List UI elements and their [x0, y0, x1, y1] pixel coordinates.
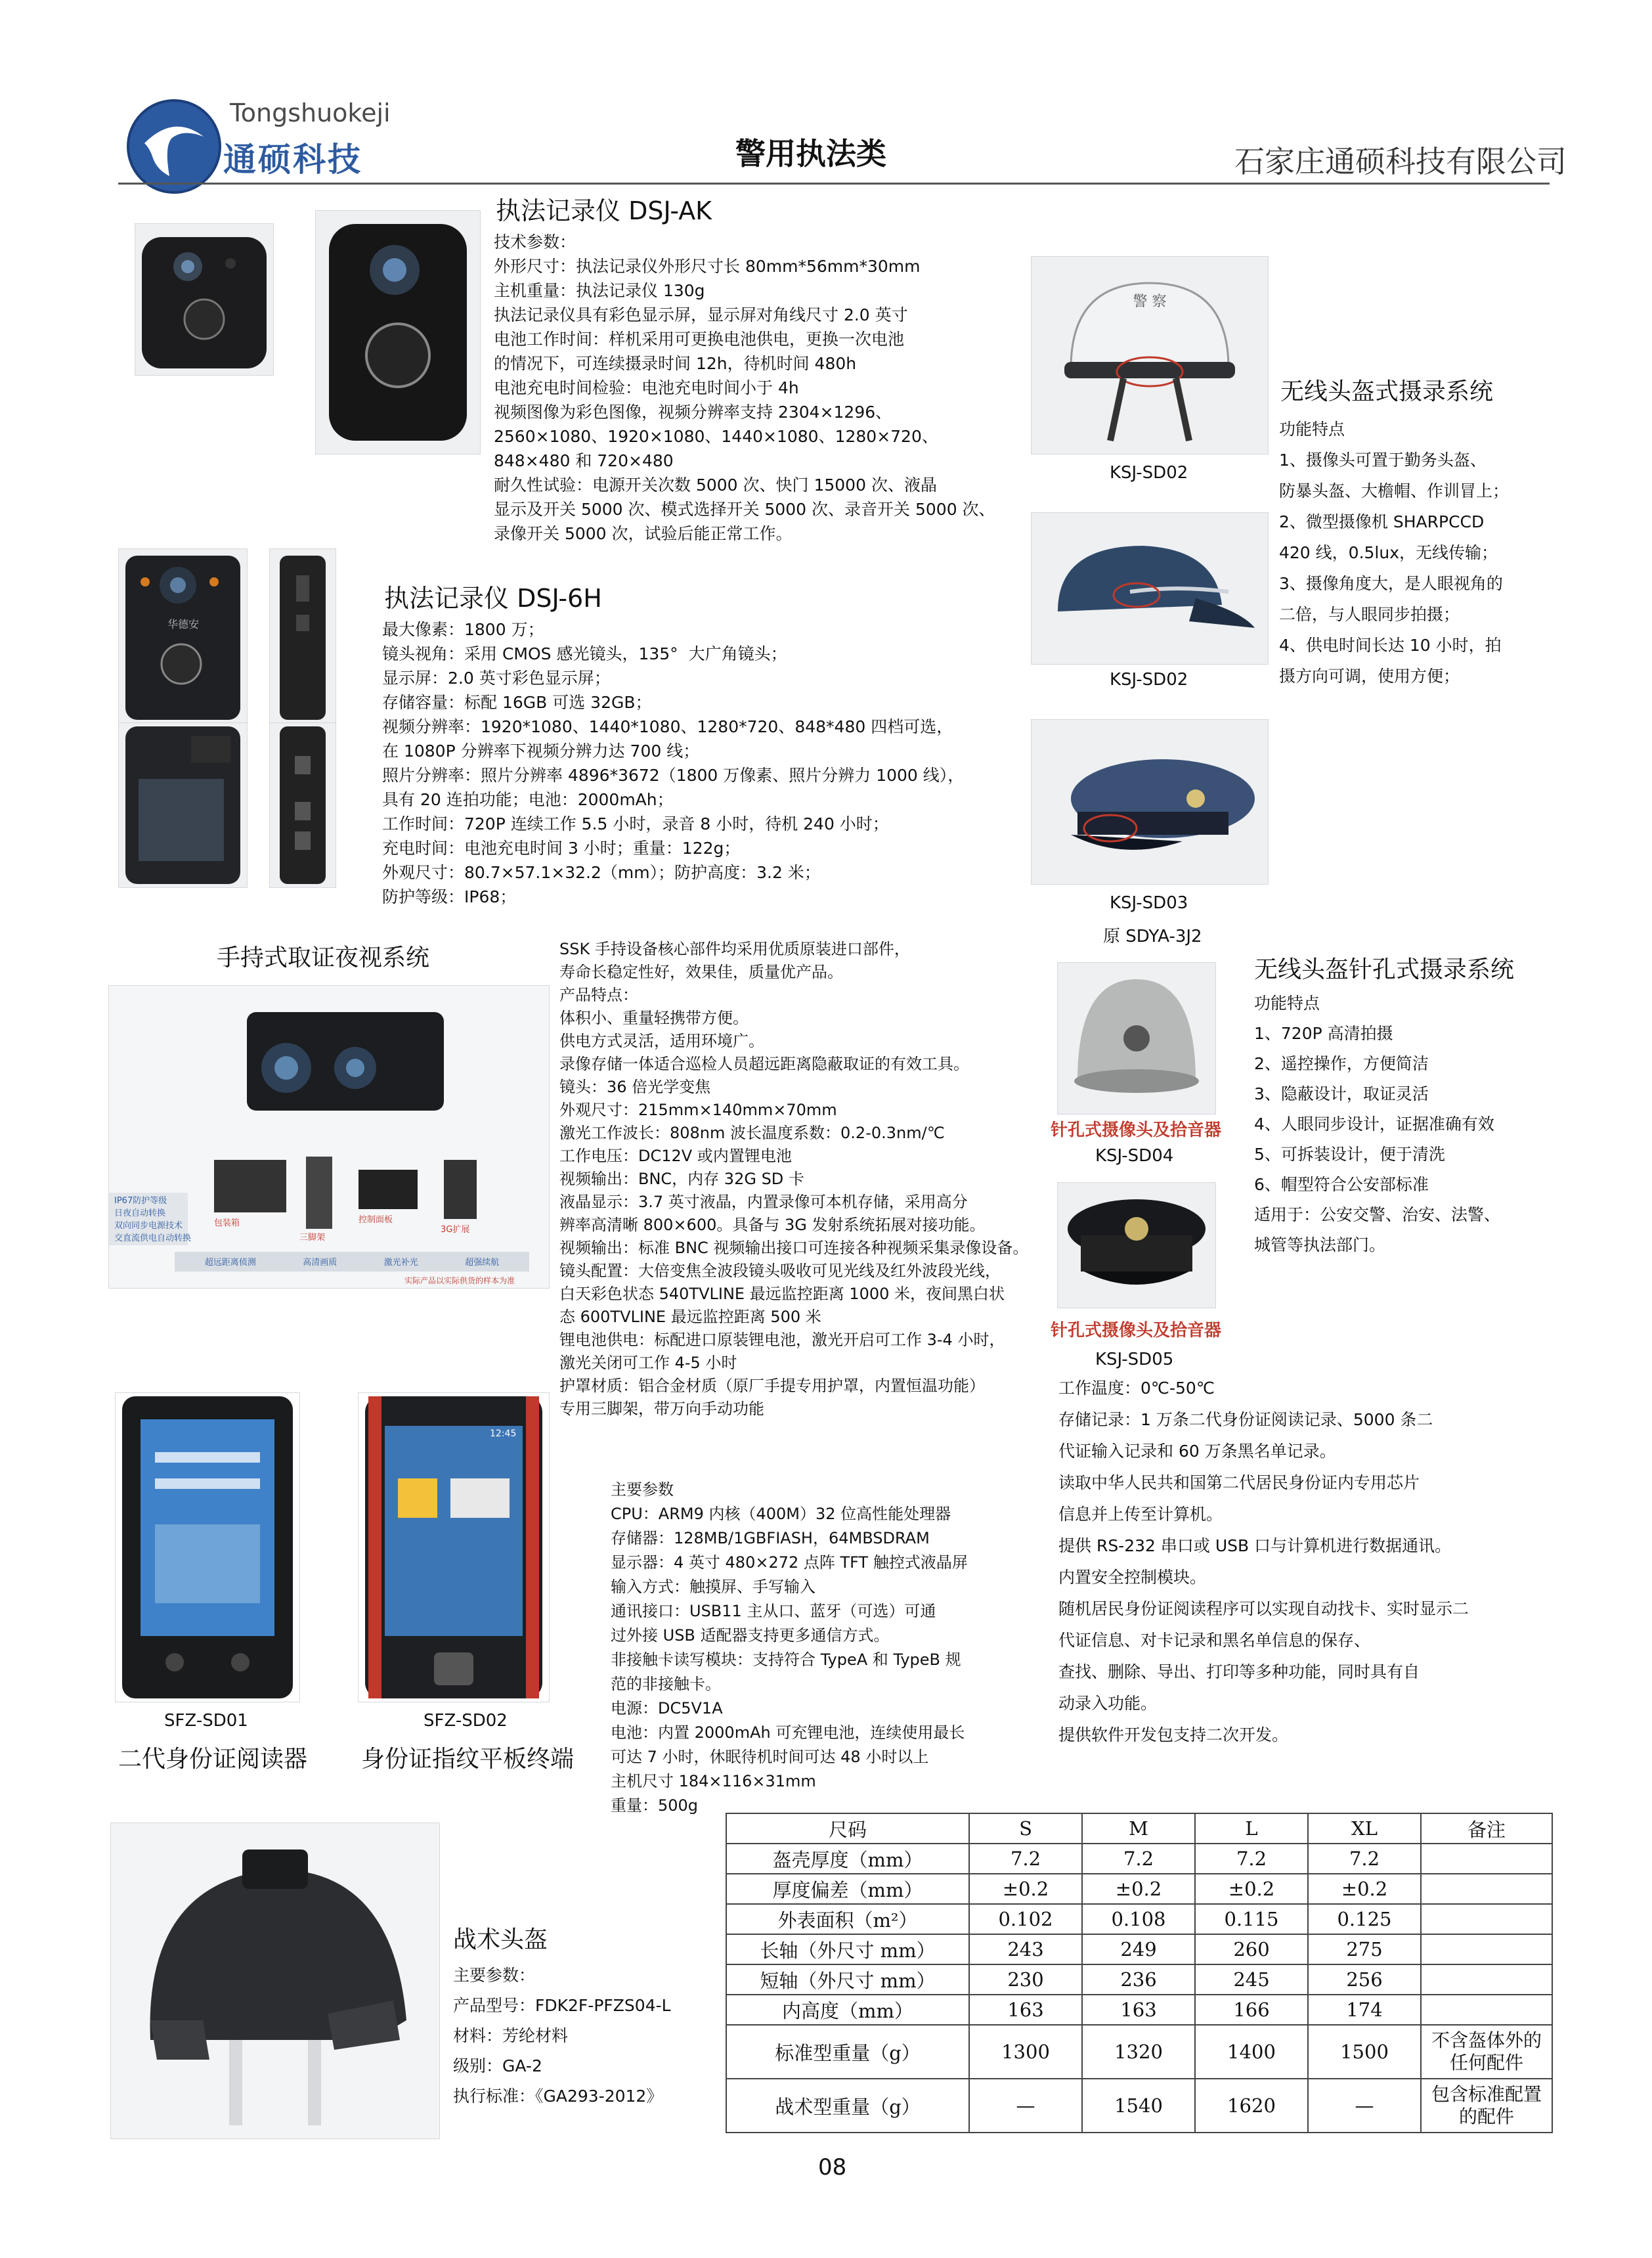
night-vision-product-image	[108, 985, 550, 1289]
table-cell: 7.2	[969, 1844, 1082, 1874]
logo-chinese-text: 通硕科技	[223, 141, 362, 179]
night-vision-label-panel: 控制面板	[359, 1215, 393, 1225]
table-cell	[1421, 1874, 1552, 1904]
table-cell: 1620	[1195, 2079, 1308, 2133]
tablet-clock: 12:45	[490, 1428, 517, 1439]
id-reader-name: 二代身份证阅读器	[118, 1746, 308, 1773]
table-cell: 7.2	[1082, 1844, 1195, 1874]
caption-ksj-sd02-b: KSJ-SD02	[1110, 670, 1188, 690]
table-cell: 243	[969, 1934, 1082, 1964]
table-cell: 长轴（外尺寸 mm）	[726, 1934, 969, 1964]
table-row	[726, 1874, 1552, 1904]
dsj-6h-back-image	[118, 722, 248, 888]
page-category-title: 警用执法类	[735, 136, 886, 171]
table-cell: 标准型重量（g）	[726, 2025, 969, 2079]
helmet-ksj-sd02-image	[1031, 256, 1269, 454]
caption-ksj-sd03: KSJ-SD03	[1110, 893, 1188, 913]
table-header-cell: M	[1082, 1813, 1195, 1844]
table-cell: 包含标准配置 的配件	[1421, 2079, 1552, 2133]
pinhole-red-caption-1: 针孔式摄像头及拾音器	[1051, 1120, 1222, 1140]
helmet-ksj-sd04-image	[1057, 962, 1216, 1115]
table-row	[726, 2025, 1552, 2079]
table-cell	[1421, 1995, 1552, 2025]
tactical-helmet-params: 主要参数： 产品型号：FDK2F-PFZS04-L 材料：芳纶材料 级别：GA-2 执行标准：《GA293-2012》	[453, 1966, 671, 2106]
table-cell	[1421, 1934, 1552, 1964]
pinhole-title: 无线头盔针孔式摄录系统	[1254, 956, 1515, 983]
table-cell: 外表面积（m²）	[726, 1904, 969, 1934]
wireless-helmet-title: 无线头盔式摄录系统	[1280, 378, 1494, 405]
dsj-6h-title: 执法记录仪 DSJ-6H	[384, 584, 602, 613]
table-cell: ±0.2	[1082, 1874, 1195, 1904]
table-cell: 战术型重量（g）	[726, 2079, 969, 2133]
table-cell	[1421, 1964, 1552, 1995]
tablet-name: 身份证指纹平板终端	[361, 1746, 575, 1773]
table-row	[726, 2079, 1552, 2133]
table-cell: 0.102	[969, 1904, 1082, 1934]
id-reader-features: 工作温度：0℃-50℃ 存储记录：1 万条二代身份证阅读记录、5000 条二 代证输入记录和 60 万条黑名单记录。 读取中华人民共和国第二代居民身份证内专用芯片 信息并上传至计算机。 提供 RS-232 串口或 USB 口与计算机进行数据通讯。 内置安全控制模块。 随机居民身份证阅读程序可以实现自动找卡、实时显示二 代证信息、对卡记录和黑名单信息的保存、 查找、删除、导出、打印等多种功能，同时具有自 动录入功能。 提供软件开发包支持二次开发。	[1058, 1379, 1469, 1744]
header-divider	[118, 183, 1550, 185]
table-row	[726, 1995, 1552, 2025]
night-vision-label-tripod: 三脚架	[299, 1233, 326, 1243]
id-reader-params: 主要参数 CPU：ARM9 内核（400M）32 位高性能处理器 存储器：128MB/1GBFIASH，64MBSDRAM 显示器：4 英寸 480×272 点阵 TFT 触控式液晶屏 输入方式：触摸屏、手写输入 通讯接口：USB11 主从口、蓝牙（可选）可通 过外接 USB 适配器支持更多通信方式。 非接触卡读写模块：支持符合 TypeA 和 TypeB 规 范的非接触卡。 电源：DC5V1A 电池：内置 2000mAh 可充锂电池，连续使用最长 可达 7 小时，休眠待机时间可达 48 小时以上 主机尺寸 184×116×31mm 重量：500g	[611, 1480, 968, 1815]
table-cell: 短轴（外尺寸 mm）	[726, 1964, 969, 1995]
helmet-label-text: 警 察	[1133, 294, 1167, 310]
table-cell: 厚度偏差（mm）	[726, 1874, 969, 1904]
dsj-ak-specs: 技术参数： 外形尺寸：执法记录仪外形尺寸长 80mm*56mm*30mm 主机重量：执法记录仪 130g 执法记录仪具有彩色显示屏，显示屏对角线尺寸 2.0 英寸 电池工作时间：样机采用可更换电池供电，更换一次电池 的情况下，可连续摄录时间 12h，待机时间 480h 电池充电时间检验：电池充电时间小于 4h 视频图像为彩色图像，视频分辨率支持 2304×1296、 2560×1080、1920×1080、1440×1080、1280×720、 848×480 和 720×480 耐久性试验：电源开关次数 5000 次、快门 15000 次、液晶 显示及开关 5000 次、模式选择开关 5000 次、录音开关 5000 次、 录像开关 5000 次，试验后能正常工作。	[494, 232, 995, 543]
caption-ksj-sd05: KSJ-SD05	[1095, 1350, 1174, 1369]
pinhole-red-caption-2: 针孔式摄像头及拾音器	[1051, 1321, 1222, 1340]
dsj-ak-title: 执法记录仪 DSJ-AK	[496, 196, 712, 225]
table-cell: 230	[969, 1964, 1082, 1995]
wireless-helmet-features: 功能特点 1、摄像头可置于勤务头盔、 防暴头盔、大檐帽、作训冒上； 2、微型摄像机 SHARPCCD 420 线，0.5lux，无线传输； 3、摄像角度大，是人眼视角的 二倍，与人眼同步拍摄； 4、供电时间长达 10 小时，拍 摄方向可调，使用方便；	[1279, 420, 1510, 686]
night-vision-title: 手持式取证夜视系统	[217, 944, 430, 971]
table-cell: ±0.2	[1195, 1874, 1308, 1904]
table-cell: 不含盔体外的 任何配件	[1421, 2025, 1552, 2079]
table-cell: 163	[1082, 1995, 1195, 2025]
cap-ksj-sd05-image	[1057, 1182, 1216, 1308]
table-cell: 1500	[1308, 2025, 1421, 2079]
table-cell: ±0.2	[1308, 1874, 1421, 1904]
table-cell: 0.125	[1308, 1904, 1421, 1934]
table-cell: 内高度（mm）	[726, 1995, 969, 2025]
table-header-cell: 备注	[1421, 1813, 1552, 1844]
tablet-sfz-sd02-image	[358, 1392, 550, 1702]
table-header-cell: S	[969, 1813, 1082, 1844]
dsj-ak-front-image	[135, 223, 274, 376]
cap-ksj-sd02-image	[1031, 512, 1269, 665]
table-cell: —	[1308, 2079, 1421, 2133]
table-cell: —	[969, 2079, 1082, 2133]
table-row	[726, 1964, 1552, 1995]
night-vision-feature-list: IP67防护等级 日夜自动转换 双向同步电源技术 交直流供电自动转换	[114, 1196, 192, 1243]
table-cell: 1320	[1082, 2025, 1195, 2079]
night-vision-specs: SSK 手持设备核心部件均采用优质原装进口部件， 寿命长稳定性好，效果佳，质量优产品。 产品特点： 体积小、重量轻携带方便。 供电方式灵活，适用环境广。 录像存储一体适合巡检人员超远距离隐蔽取证的有效工具。 镜头：36 倍光学变焦 外观尺寸：215mm×140mm×70mm 激光工作波长：808nm 波长温度系数：0.2-0.3nm/℃ 工作电压：DC12V 或内置锂电池 视频输出：BNC，内存 32G SD 卡 液晶显示：3.7 英寸液晶，内置录像可本机存储，采用高分 辨率高清晰 800×600。具备与 3G 发射系统拓展对接功能。 视频输出：标准 BNC 视频输出接口可连接各种视频采集录像设备。 镜头配置：大倍变焦全波段镜头吸收可见光线及红外波段光线， 白天彩色状态 540TVLINE 最远监控距离 1000 米，夜间黑白状 态 600TVLINE 最远监控距离 500 米 锂电池供电：标配进口原装锂电池，激光开启可工作 3-4 小时， 激光关闭可工作 4-5 小时 护罩材质：铝合金材质（原厂手提专用护罩，内置恒温功能） 专用三脚架，带万向手动功能	[559, 940, 1029, 1418]
pinhole-features: 功能特点 1、720P 高清拍摄 2、遥控操作，方便简洁 3、隐蔽设计，取证灵活 4、人眼同步设计，证据准确有效 5、可拆装设计，便于清洗 6、帽型符合公安部标准 适用于：公安交警、治安、法警、 城管等执法部门。	[1254, 994, 1501, 1254]
table-cell	[1421, 1904, 1552, 1934]
table-cell	[1421, 1844, 1552, 1874]
table-cell: 1400	[1195, 2025, 1308, 2079]
table-row	[726, 1934, 1552, 1964]
logo-english-text: Tongshuokeji	[230, 99, 391, 127]
table-cell: 0.115	[1195, 1904, 1308, 1934]
device-brand-text: 华德安	[167, 618, 200, 631]
caption-sfz-sd02: SFZ-SD02	[424, 1711, 508, 1731]
table-cell: 0.108	[1082, 1904, 1195, 1934]
table-cell: 1300	[969, 2025, 1082, 2079]
table-header-cell: XL	[1308, 1813, 1421, 1844]
peaked-cap-ksj-sd03-image	[1031, 719, 1269, 885]
tactical-helmet-image	[110, 1823, 440, 2139]
tactical-helmet-spec-table	[726, 1813, 1553, 2133]
table-cell: 1540	[1082, 2079, 1195, 2133]
dsj-6h-side-buttons-image	[269, 722, 336, 888]
table-cell: 245	[1195, 1964, 1308, 1995]
dsj-6h-side-image	[269, 548, 336, 727]
dsj-6h-front-image	[118, 548, 248, 727]
table-header-cell: 尺码	[726, 1813, 969, 1844]
table-row	[726, 1904, 1552, 1934]
table-cell: 盔壳厚度（mm）	[726, 1844, 969, 1874]
page-number: 08	[818, 2154, 847, 2181]
table-cell: 236	[1082, 1964, 1195, 1995]
table-cell: 275	[1308, 1934, 1421, 1964]
dsj-ak-angle-image	[315, 210, 481, 454]
caption-ksj-sd04: KSJ-SD04	[1095, 1146, 1174, 1166]
caption-ksj-sd02-a: KSJ-SD02	[1110, 463, 1188, 483]
table-cell: 166	[1195, 1995, 1308, 2025]
night-vision-feature-bar: 超远距离侦测 高清画质 激光补光 超强续航	[204, 1258, 500, 1268]
table-cell: 256	[1308, 1964, 1421, 1995]
caption-sdya-3j2: 原 SDYA-3J2	[1103, 927, 1202, 946]
id-reader-sfz-sd01-image	[115, 1392, 300, 1702]
tactical-helmet-title: 战术头盔	[453, 1926, 548, 1953]
caption-sfz-sd01: SFZ-SD01	[164, 1711, 248, 1731]
table-cell: 7.2	[1308, 1844, 1421, 1874]
table-header-cell: L	[1195, 1813, 1308, 1844]
table-cell: 174	[1308, 1995, 1421, 2025]
company-name: 石家庄通硕科技有限公司	[1234, 144, 1567, 179]
night-vision-image-note: 实际产品以实际供货的样本为准	[404, 1276, 515, 1285]
dsj-6h-specs: 最大像素：1800 万； 镜头视角：采用 CMOS 感光镜头，135° 大广角镜头； 显示屏：2.0 英寸彩色显示屏； 存储容量：标配 16GB 可选 32GB； 视频分辨率：1920*1080、1440*1080、1280*720、848*480 四档可选， 在 1080P 分辨率下视频分辨力达 700 线； 照片分辨率：照片分辨率 4896*3672（1800 万像素、照片分辨力 1000 线）， 具有 20 连拍功能；电池：2000mAh； 工作时间：720P 连续工作 5.5 小时，录音 8 小时，待机 240 小时； 充电时间：电池充电时间 3 小时；重量：122g； 外观尺寸：80.7×57.1×32.2（mm）；防护高度：3.2 米； 防护等级：IP68；	[382, 620, 965, 906]
night-vision-label-case: 包装箱	[214, 1218, 240, 1228]
table-cell: 260	[1195, 1934, 1308, 1964]
table-cell: ±0.2	[969, 1874, 1082, 1904]
table-cell: 7.2	[1195, 1844, 1308, 1874]
table-row	[726, 1844, 1552, 1874]
table-cell: 163	[969, 1995, 1082, 2025]
table-header-row	[726, 1813, 1552, 1844]
company-logo-icon	[125, 97, 223, 196]
table-cell: 249	[1082, 1934, 1195, 1964]
night-vision-label-3g: 3G扩展	[441, 1225, 470, 1235]
